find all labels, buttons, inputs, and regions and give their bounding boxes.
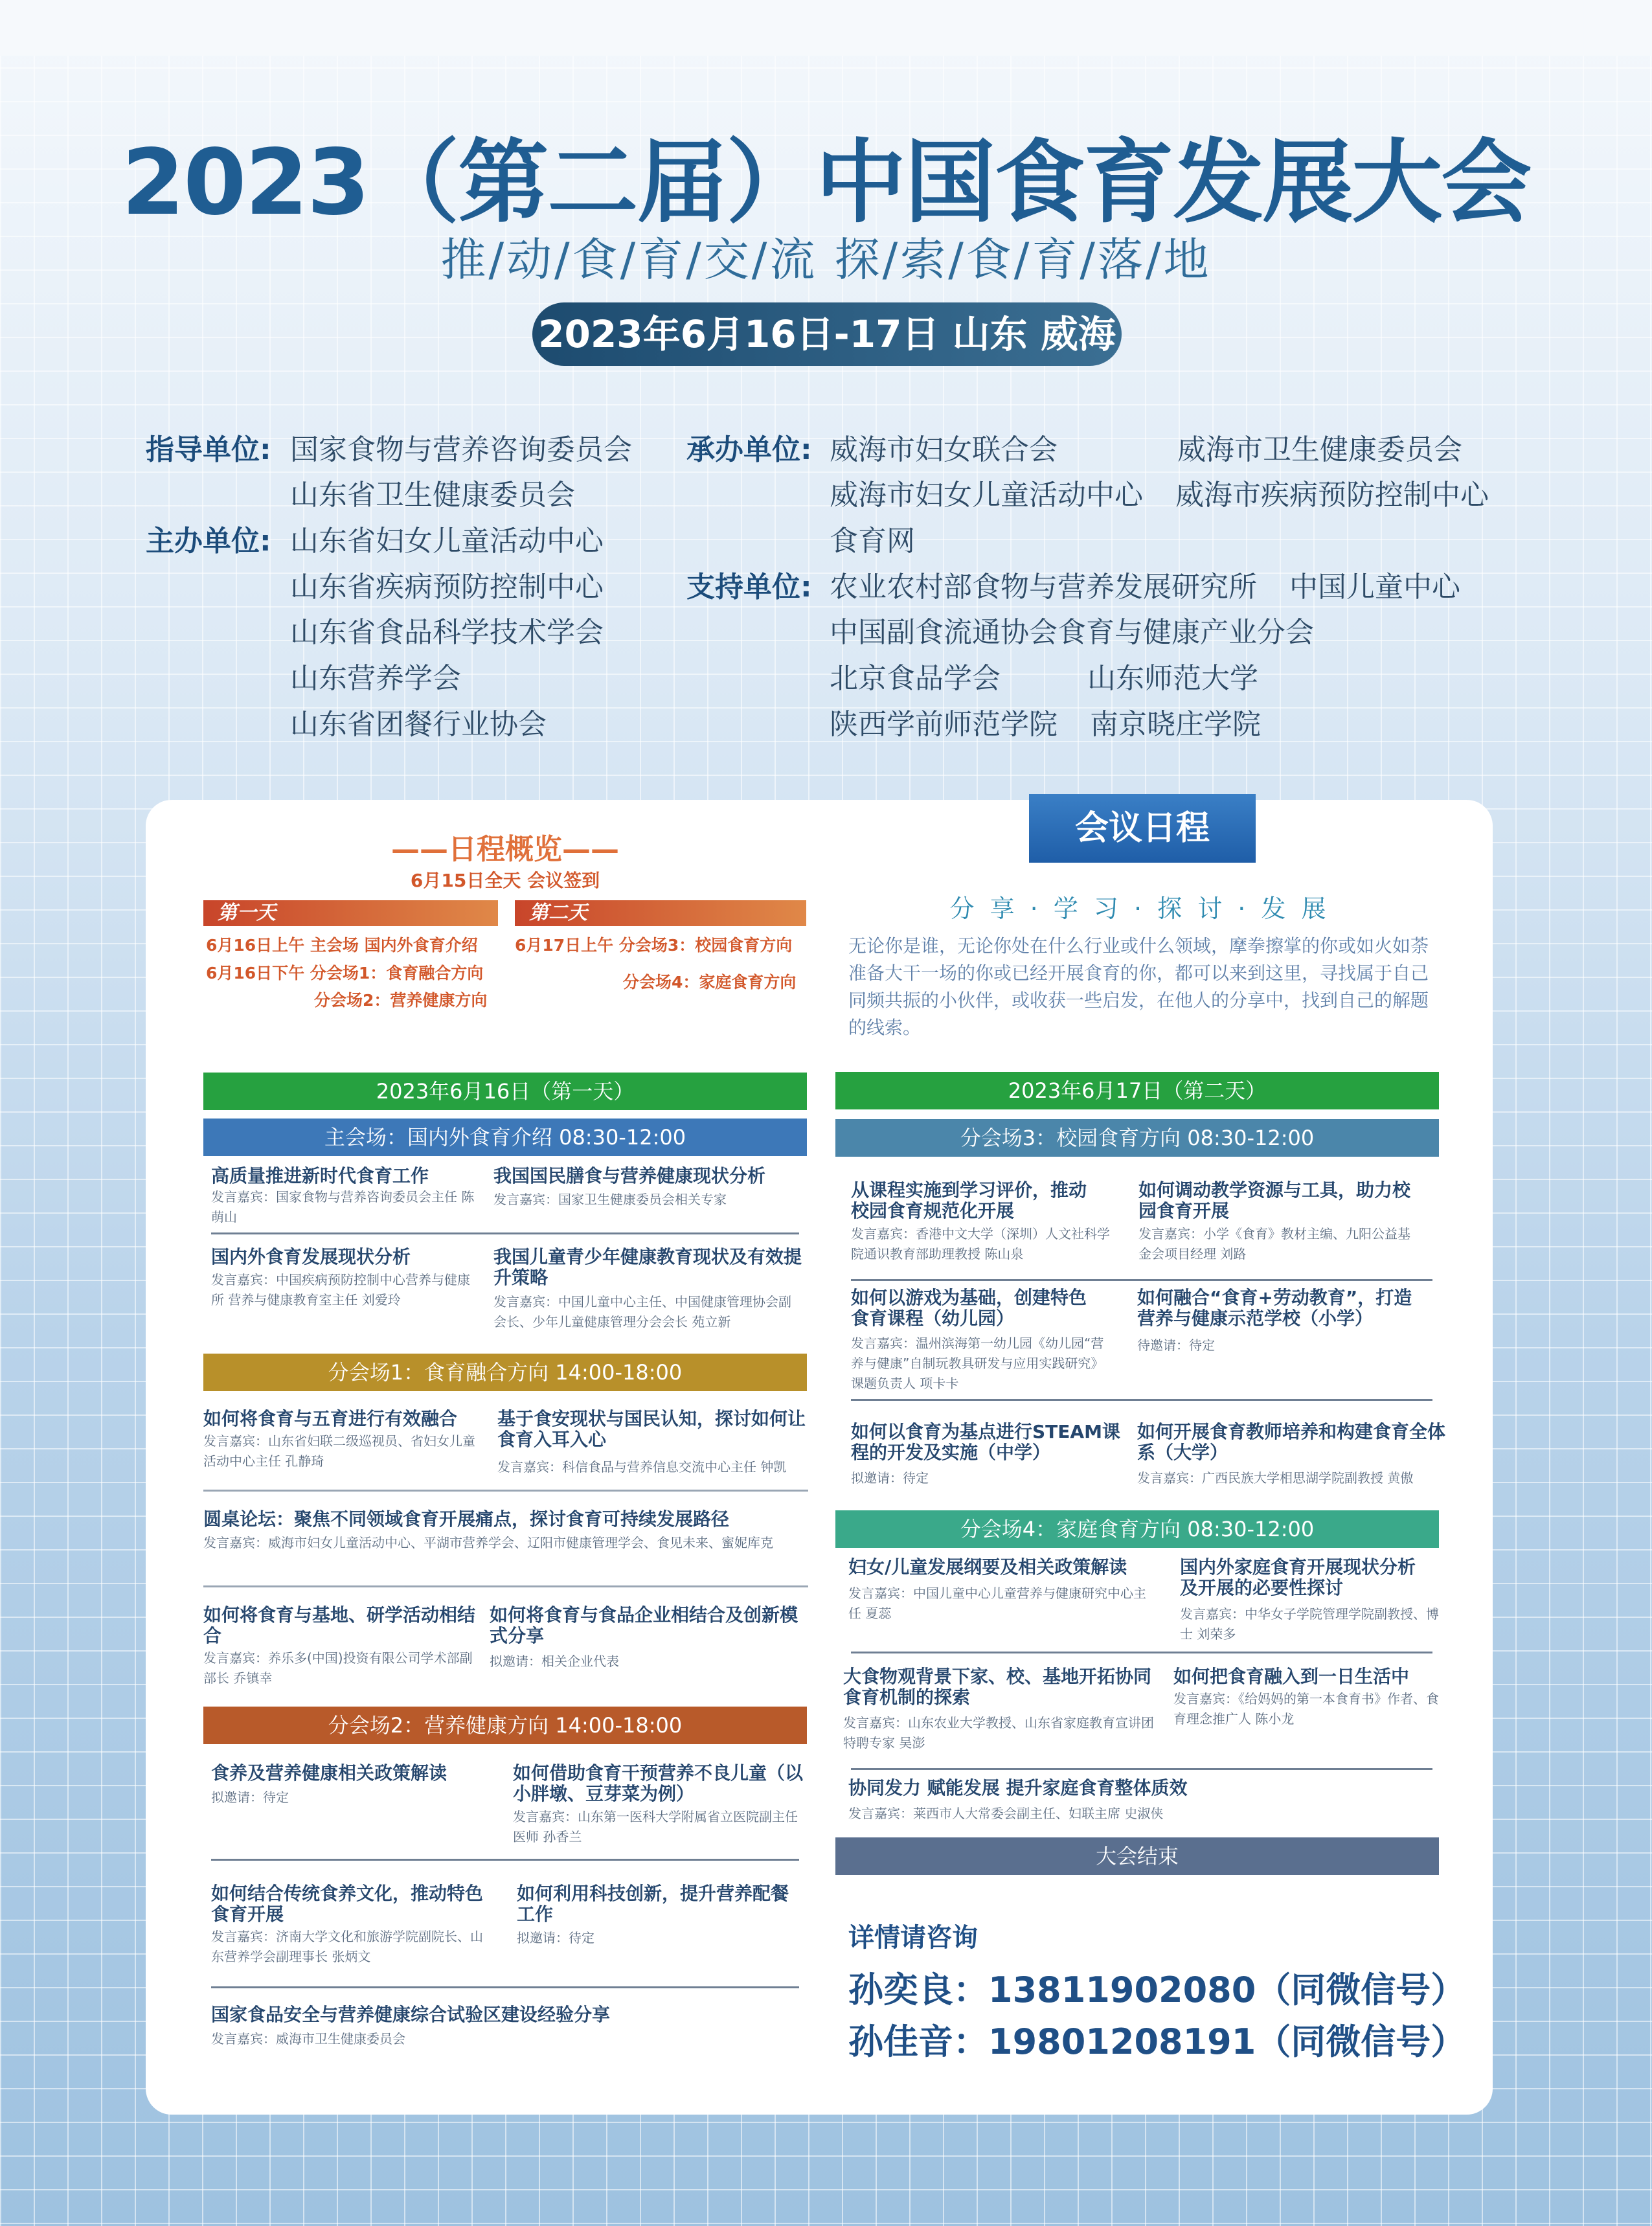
talk-speaker: 发言嘉宾：威海市卫生健康委员会 [211, 2031, 405, 2047]
tagline: 分 享 · 学 习 · 探 讨 · 发 展 [949, 894, 1330, 923]
talk-title: 食养及营养健康相关政策解读 [211, 1762, 447, 1784]
talk-title: 协同发力 赋能发展 提升家庭食育整体质效 [848, 1777, 1188, 1799]
talk-speaker: 发言嘉宾：山东省妇联二级巡视员、省妇女儿童活动中心主任 孔静琦 [203, 1433, 475, 1469]
talk-title: 我国国民膳食与营养健康现状分析 [493, 1165, 766, 1187]
support-org: 中国副食流通协会食育与健康产业分会 [830, 616, 1314, 649]
contact-line: 孙佳音：19801208191（同微信号） [848, 2021, 1466, 2062]
talk-speaker: 发言嘉宾：小学《食育》教材主编、九阳公益基金会项目经理 刘路 [1138, 1226, 1410, 1262]
talk-title: 大食物观背景下家、校、基地开拓协同食育机制的探索 [843, 1666, 1152, 1708]
support-org: 山东师范大学 [1087, 662, 1258, 695]
agenda-badge: 会议日程 [1029, 794, 1256, 863]
talk-speaker: 发言嘉宾：莱西市人大常委会副主任、妇联主席 史淑侠 [848, 1806, 1164, 1821]
intro-text: 无论你是谁，无论你处在什么行业或什么领域，摩拳擦掌的你或如火如荼准备大干一场的你或已经开展食育的你，都可以来到这里，寻找属于自己同频共振的小伙伴，或收获一些启发，在他人的分享中，找到自己的解题的线索。 [848, 935, 1429, 1038]
host-org: 山东省食品科学技术学会 [290, 616, 604, 649]
divider [851, 1652, 1432, 1653]
contact-line: 孙奕良：13811902080（同微信号） [848, 1970, 1466, 2010]
talk-speaker: 拟邀请：待定 [211, 1789, 289, 1805]
talk-title: 如何将食育与五育进行有效融合 [203, 1408, 458, 1429]
support-org: 北京食品学会 [830, 662, 1001, 695]
talk-speaker: 发言嘉宾：济南大学文化和旅游学院副院长、山东营养学会副理事长 张炳文 [211, 1929, 483, 1964]
date-location-badge: 2023年6月16日-17日 山东 威海 [532, 302, 1122, 366]
support-org: 南京晓庄学院 [1090, 708, 1261, 741]
talk-title: 国内外家庭食育开展现状分析及开展的必要性探讨 [1180, 1556, 1416, 1598]
talk-speaker: 拟邀请：待定 [517, 1930, 594, 1946]
overview-line: 6月16日上午 主会场 国内外食育介绍 [206, 936, 478, 955]
overview-line: 6月17日上午 分会场3：校园食育方向 [515, 936, 793, 955]
talk-title: 从课程实施到学习评价，推动校园食育规范化开展 [851, 1179, 1087, 1221]
talk-speaker: 待邀请：待定 [1137, 1337, 1215, 1353]
talk-speaker: 发言嘉宾：国家食物与营养咨询委员会主任 陈萌山 [211, 1189, 475, 1225]
day1-header: 2023年6月16日（第一天） [203, 1073, 807, 1110]
host-org: 山东省疾病预防控制中心 [290, 571, 604, 604]
host-org: 山东省妇女儿童活动中心 [290, 525, 604, 558]
organizer-org: 威海市疾病预防控制中心 [1175, 479, 1489, 512]
organizer-org: 食育网 [830, 525, 915, 558]
organizer-org: 威海市妇女儿童活动中心 [830, 479, 1143, 512]
talk-speaker: 发言嘉宾：山东农业大学教授、山东省家庭教育宣讲团特聘专家 吴澎 [843, 1715, 1154, 1751]
talk-title: 如何把食育融入到一日生活中 [1173, 1666, 1410, 1687]
divider [211, 1986, 799, 1988]
talk-speaker: 发言嘉宾：《给妈妈的第一本食育书》作者、食育理念推广人 陈小龙 [1173, 1691, 1439, 1727]
talk-title: 国家食品安全与营养健康综合试验区建设经验分享 [211, 2004, 611, 2025]
talk-speaker: 发言嘉宾：国家卫生健康委员会相关专家 [493, 1192, 727, 1207]
talk-speaker: 发言嘉宾：养乐多(中国)投资有限公司学术部副部长 乔镇幸 [203, 1650, 473, 1686]
day2-header: 2023年6月17日（第二天） [835, 1072, 1439, 1109]
talk-speaker: 发言嘉宾：中国儿童中心儿童营养与健康研究中心主任 夏蕊 [848, 1585, 1146, 1621]
talk-title: 如何融合“食育+劳动教育”，打造营养与健康示范学校（小学） [1137, 1287, 1412, 1329]
host-org: 山东营养学会 [290, 662, 461, 695]
session2-header: 分会场2：营养健康方向 14:00-18:00 [203, 1707, 807, 1744]
talk-speaker: 发言嘉宾：中国疾病预防控制中心营养与健康所 营养与健康教育室主任 刘爱玲 [211, 1272, 470, 1308]
talk-title: 如何调动教学资源与工具，助力校园食育开展 [1138, 1179, 1411, 1221]
support-org: 农业农村部食物与营养发展研究所 [830, 571, 1257, 604]
organizer-org: 威海市妇女联合会 [830, 433, 1058, 466]
organizer-label: 承办单位: [686, 433, 812, 466]
slogan: 推/动/食/育/交/流 探/索/食/育/落/地 [440, 233, 1212, 286]
top-strip [0, 0, 1652, 56]
guide-org: 山东省卫生健康委员会 [290, 479, 575, 512]
page-title: 2023（第二届）中国食育发展大会 [121, 130, 1531, 236]
overview-line: 6月16日下午 分会场1：食育融合方向 [206, 964, 484, 982]
talk-title: 如何以食育为基点进行STEAM课程的开发及实施（中学） [851, 1421, 1120, 1463]
session4-header: 分会场4：家庭食育方向 08:30-12:00 [835, 1510, 1439, 1548]
talk-speaker: 发言嘉宾：中华女子学院管理学院副教授、博士 刘荣多 [1180, 1606, 1439, 1642]
talk-title: 如何结合传统食养文化，推动特色食育开展 [211, 1883, 484, 1925]
overview-title: ——日程概览—— [391, 833, 619, 866]
talk-speaker: 发言嘉宾：中国儿童中心主任、中国健康管理协会副会长、少年儿童健康管理分会会长 苑立新 [493, 1294, 791, 1330]
organizer-org: 威海市卫生健康委员会 [1177, 433, 1462, 466]
talk-title: 如何利用科技创新，提升营养配餐工作 [517, 1883, 789, 1925]
divider [203, 1585, 808, 1587]
talk-speaker: 拟邀请：待定 [851, 1470, 929, 1486]
divider [851, 1279, 1432, 1281]
overview-line: 分会场4：家庭食育方向 [623, 973, 797, 992]
talk-speaker: 发言嘉宾：温州滨海第一幼儿园《幼儿园“营养与健康”自制玩教具研发与应用实践研究》课题负责人 项卡卡 [851, 1335, 1104, 1391]
host-org: 山东省团餐行业协会 [290, 708, 547, 741]
talk-title: 如何开展食育教师培养和构建食育全体系（大学） [1137, 1421, 1446, 1463]
day2-tag: 第二天 [515, 900, 806, 926]
talk-title: 如何将食育与食品企业相结合及创新模式分享 [490, 1604, 798, 1646]
session1-header: 分会场1：食育融合方向 14:00-18:00 [203, 1354, 807, 1391]
day1-tag: 第一天 [203, 900, 498, 926]
talk-speaker: 发言嘉宾：威海市妇女儿童活动中心、平湖市营养学会、辽阳市健康管理学会、食见未来、蜜妮库克 [203, 1535, 773, 1550]
contact-heading: 详情请咨询 [848, 1923, 978, 1953]
signin-note: 6月15日全天 会议签到 [410, 870, 600, 891]
session3-header: 分会场3：校园食育方向 08:30-12:00 [835, 1119, 1439, 1157]
overview-line: 分会场2：营养健康方向 [314, 991, 488, 1010]
support-org: 中国儿童中心 [1289, 571, 1460, 604]
support-org: 陕西学前师范学院 [830, 708, 1058, 741]
host-label: 主办单位: [146, 525, 271, 558]
talk-speaker: 发言嘉宾：科信食品与营养信息交流中心主任 钟凯 [497, 1459, 787, 1475]
guide-label: 指导单位: [146, 433, 271, 466]
closing-bar: 大会结束 [835, 1837, 1439, 1875]
talk-title: 妇女/儿童发展纲要及相关政策解读 [848, 1556, 1127, 1578]
talk-speaker: 发言嘉宾：广西民族大学相思湖学院副教授 黄傲 [1137, 1470, 1414, 1486]
talk-title: 如何借助食育干预营养不良儿童（以小胖墩、豆芽菜为例） [513, 1762, 804, 1804]
talk-title: 国内外食育发展现状分析 [211, 1246, 411, 1267]
divider [211, 1859, 799, 1861]
talk-title: 基于食安现状与国民认知，探讨如何让食育入耳入心 [497, 1408, 806, 1450]
talk-speaker: 发言嘉宾：山东第一医科大学附属省立医院副主任医师 孙香兰 [513, 1809, 798, 1845]
divider [211, 1232, 799, 1234]
guide-org: 国家食物与营养咨询委员会 [290, 433, 632, 466]
talk-title: 如何以游戏为基础，创建特色食育课程（幼儿园） [851, 1287, 1087, 1329]
divider [851, 1399, 1432, 1401]
talk-speaker: 发言嘉宾：香港中文大学（深圳）人文社科学院通识教育部助理教授 陈山泉 [851, 1226, 1110, 1262]
divider [851, 1768, 1432, 1770]
roundtable-title: 圆桌论坛：聚焦不同领域食育开展痛点，探讨食育可持续发展路径 [203, 1508, 730, 1530]
talk-title: 我国儿童青少年健康教育现状及有效提升策略 [493, 1246, 802, 1288]
divider [203, 1490, 808, 1492]
main-session-header: 主会场：国内外食育介绍 08:30-12:00 [203, 1119, 807, 1156]
support-label: 支持单位: [686, 571, 812, 604]
talk-title: 高质量推进新时代食育工作 [211, 1165, 429, 1187]
talk-speaker: 拟邀请：相关企业代表 [490, 1653, 619, 1669]
talk-title: 如何将食育与基地、研学活动相结合 [203, 1604, 476, 1646]
